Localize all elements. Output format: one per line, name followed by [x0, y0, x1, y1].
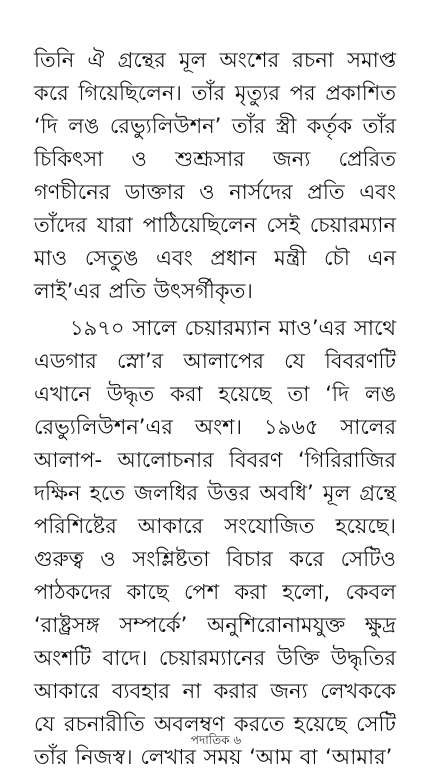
- paragraph-1: তিনি ঐ গ্রন্থের মূল অংশের রচনা সমাপ্ত করে গিয়েছিলেন। তাঁর মৃত্যুর পর প্রকাশিত ‘দি লঙ রেভ্যুলিউশন’ তাঁর স্ত্রী কর্তৃক তাঁর চিকিৎসা ও শুশ্রূসার জন্য প্রেরিত গণচীনের ডাক্তার ও নার্সদের প্রতি এবং তাঁদের যারা পাঠিয়েছিলেন সেই চেয়ারম্যান মাও সেতুঙ এবং প্রধান মন্ত্রী চৌ এন লাই’এর প্রতি উৎসর্গীকৃত।: [34, 48, 396, 303]
- page-footer: পদাতিক ৬: [190, 733, 242, 747]
- paragraph-2: ১৯৭০ সালে চেয়ারম্যান মাও’এর সাথে এডগার স্নো’র আলাপের যে বিবরণটি এখানে উদ্ধৃত করা হয়েছে তা ‘দি লঙ রেভ্যুলিউশন’এর অংশ। ১৯৬৫ সালের আলাপ- আলোচনার বিবরণ ‘গিরিরাজির দক্ষিন হতে জলধির উত্তর অবধি’ মূল গ্রন্থে পরিশিষ্টের আকারে সংযোজিত হয়েছে। গুরুত্ব ও সংশ্লিষ্টতা বিচার করে সেটিও পাঠকদের কাছে পেশ করা হলো, কেবল ‘রাষ্ট্রসঙ্গ সম্পর্কে’ অনুশিরোনামযুক্ত ক্ষুদ্র অংশটি বাদে। চেয়ারম্যানের উক্তি উদ্ধৃতির আকারে ব্যবহার না করার জন্য লেখককে যে রচনারীতি অবলম্বণ করতে হয়েছে সেটি তাঁর নিজস্ব। লেখার সময় ‘আম বা ‘আমার’: [34, 316, 396, 769]
